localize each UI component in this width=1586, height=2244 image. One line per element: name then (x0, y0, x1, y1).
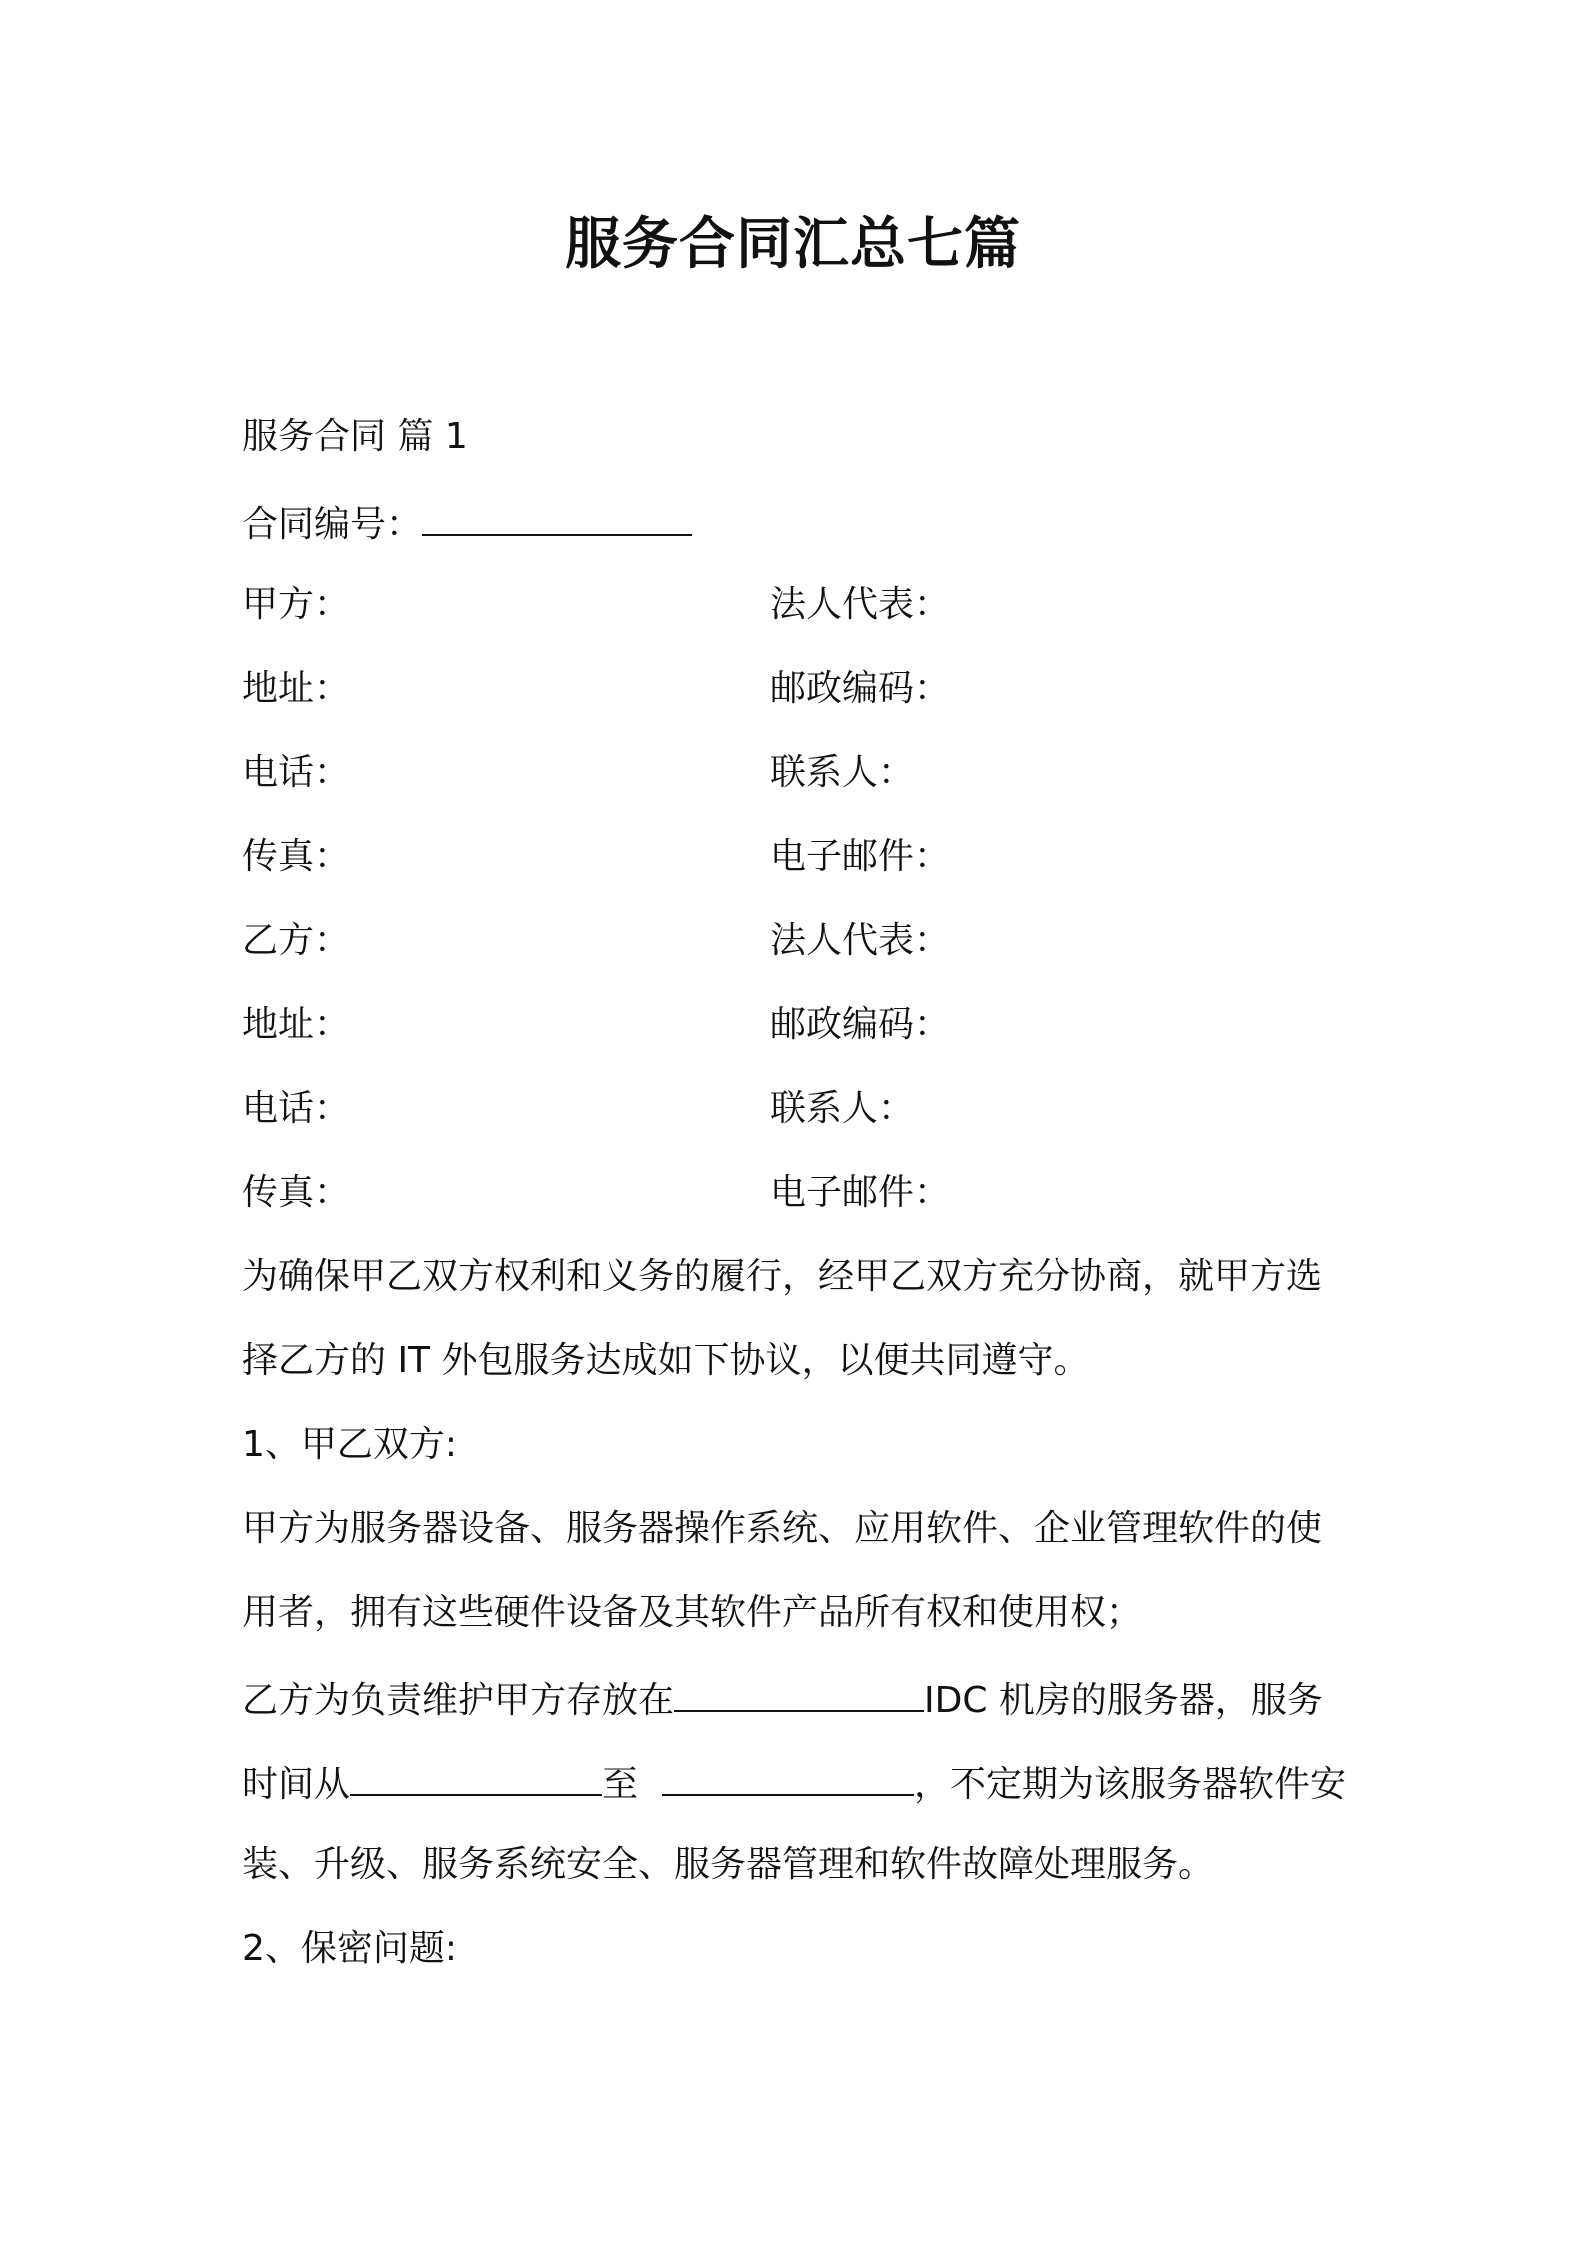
clause-1-party-b-line-1 (242, 1672, 1362, 1726)
party-a-legal-rep-label: 法人代表： (770, 584, 951, 625)
party-a-name-label: 甲方： (242, 584, 351, 625)
contract-number-blank (422, 496, 692, 536)
clause-1-party-b-line-1-pre: 乙方为负责维护甲方存放在 (242, 1680, 675, 1721)
service-start-blank (350, 1756, 602, 1796)
clause-1-party-b-line-2-pre: 时间从 (242, 1764, 351, 1805)
party-b-phone-label: 电话： (242, 1088, 351, 1129)
service-end-blank (662, 1756, 914, 1796)
party-b-postcode-label: 邮政编码： (770, 1004, 951, 1045)
party-b-legal-rep-label: 法人代表： (770, 920, 951, 961)
party-a-postcode-label: 邮政编码： (770, 668, 951, 709)
party-a-email-label: 电子邮件： (770, 836, 951, 877)
party-b-address-label: 地址： (242, 1004, 351, 1045)
clause-1-heading: 1、甲乙双方: (242, 1424, 458, 1465)
idc-location-blank (674, 1672, 924, 1712)
party-a-fax-label: 传真： (242, 836, 351, 877)
clause-1-party-b-line-2-post: ，不定期为该服务器软件安 (914, 1764, 1347, 1805)
clause-1-party-b-line-2 (242, 1756, 1362, 1810)
contract-number-label: 合同编号： (242, 504, 423, 545)
clause-1-party-a-line-2: 用者，拥有这些硬件设备及其软件产品所有权和使用权； (242, 1592, 1143, 1633)
document-title: 服务合同汇总七篇 (565, 212, 1021, 277)
party-b-email-label: 电子邮件： (770, 1172, 951, 1213)
party-b-fax-label: 传真： (242, 1172, 351, 1213)
party-b-name-label: 乙方： (242, 920, 351, 961)
clause-1-party-b-line-3: 装、升级、服务系统安全、服务器管理和软件故障处理服务。 (242, 1844, 1215, 1885)
party-a-address-label: 地址： (242, 668, 351, 709)
party-b-contact-label: 联系人： (770, 1088, 915, 1129)
party-a-contact-label: 联系人： (770, 752, 915, 793)
section-heading: 服务合同 篇 1 (242, 416, 468, 457)
party-a-phone-label: 电话： (242, 752, 351, 793)
intro-paragraph-line-1: 为确保甲乙双方权利和义务的履行，经甲乙双方充分协商，就甲方选 (242, 1256, 1323, 1297)
intro-paragraph-line-2: 择乙方的 IT 外包服务达成如下协议，以便共同遵守。 (242, 1340, 1090, 1381)
contract-number-row (242, 496, 692, 550)
clause-1-party-a-line-1: 甲方为服务器设备、服务器操作系统、应用软件、企业管理软件的使 (242, 1508, 1323, 1549)
clause-1-party-b-line-2-mid: 至 (602, 1764, 639, 1805)
clause-2-heading: 2、保密问题: (242, 1928, 458, 1969)
clause-1-party-b-line-1-post: IDC 机房的服务器，服务 (924, 1680, 1323, 1721)
